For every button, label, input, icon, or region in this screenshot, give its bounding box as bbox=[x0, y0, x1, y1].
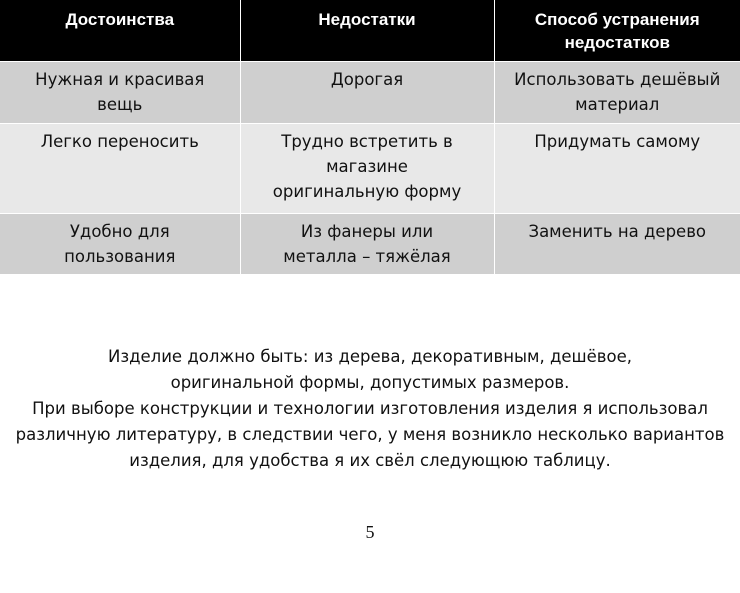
body-paragraph bbox=[0, 344, 740, 474]
paragraph-line: изделия, для удобства я их свёл следующюю таблицу. bbox=[129, 451, 611, 470]
paragraph-line: оригинальной формы, допустимых размеров. bbox=[170, 373, 570, 392]
comparison-table bbox=[0, 0, 740, 274]
page-number: 5 bbox=[365, 522, 375, 542]
table-cell: Трудно встретить в магазине оригинальную форму bbox=[240, 123, 494, 213]
table-cell: Использовать дешёвый материал bbox=[494, 61, 740, 123]
table-cell: Заменить на дерево bbox=[494, 213, 740, 274]
table-row bbox=[0, 61, 740, 123]
table-cell: Придумать самому bbox=[494, 123, 740, 213]
table-cell: Легко переносить bbox=[0, 123, 240, 213]
table-cell: Нужная и красивая вещь bbox=[0, 61, 240, 123]
paragraph-line: При выборе конструкции и технологии изготовления изделия я использовал bbox=[32, 399, 708, 418]
header-advantages: Достоинства bbox=[0, 0, 240, 61]
table-cell: Дорогая bbox=[240, 61, 494, 123]
table-cell: Из фанеры или металла – тяжёлая bbox=[240, 213, 494, 274]
paragraph-line: различную литературу, в следствии чего, у меня возникло несколько вариантов bbox=[15, 425, 725, 444]
table-row bbox=[0, 123, 740, 213]
header-remedy: Способ устранения недостатков bbox=[494, 0, 740, 61]
table-cell: Удобно для пользования bbox=[0, 213, 240, 274]
header-disadvantages: Недостатки bbox=[240, 0, 494, 61]
table-row bbox=[0, 213, 740, 274]
table-header-row bbox=[0, 0, 740, 61]
paragraph-line: Изделие должно быть: из дерева, декоративным, дешёвое, bbox=[107, 347, 633, 366]
